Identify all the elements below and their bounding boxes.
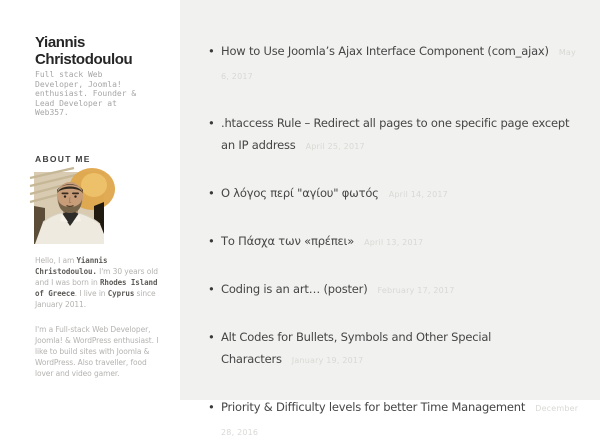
sidebar [0, 0, 180, 400]
bio-highlight: Cyprus [107, 288, 135, 298]
post-list [208, 40, 583, 444]
post-item [208, 278, 583, 302]
post-item [208, 182, 583, 206]
bio-text: . I live in [74, 288, 108, 298]
bio-text: Hello, I am [35, 255, 77, 265]
post-date: January 19, 2017 [291, 356, 364, 365]
post-date: April 25, 2017 [305, 142, 365, 151]
site-tagline: Full stack Web Developer, Joomla! enthusiast. Founder & Lead Developer at Web357. [35, 70, 137, 118]
post-list-panel [180, 0, 600, 437]
about-me-heading: ABOUT ME [35, 153, 91, 164]
bio-text: I'm 30 years old and I was born in [35, 266, 158, 287]
post-date: May 6, 2017 [221, 48, 576, 81]
post-link[interactable]: Alt Codes for Bullets, Symbols and Other Special Characters [221, 330, 492, 366]
bio-text: since January 2011. [35, 288, 156, 309]
site-title-link[interactable]: Yiannis Christodoulou [35, 34, 133, 68]
post-item [208, 40, 583, 88]
post-item [208, 230, 583, 254]
bio-paragraph-2: I'm a Full-stack Web Developer, Joomla! & WordPress enthusiast. I like to build sites with Joomla & WordPress. Also traveller, food lover and video gamer. [35, 324, 159, 378]
bio-highlight: Yiannis Christodoulou. [35, 255, 108, 276]
post-date: February 17, 2017 [377, 286, 455, 295]
post-link[interactable]: Το Πάσχα των «πρέπει» [221, 234, 355, 248]
profile-photo [34, 172, 104, 244]
profile-photo-illustration [34, 172, 104, 244]
post-date: December 28, 2016 [221, 404, 579, 437]
post-link[interactable]: .htaccess Rule – Redirect all pages to one specific page except an IP address [221, 116, 570, 152]
post-date: April 13, 2017 [364, 238, 424, 247]
bio-highlight: Rhodes Island of Greece [35, 277, 158, 298]
post-link[interactable]: Coding is an art… (poster) [221, 282, 368, 296]
post-link[interactable]: How to Use Joomla’s Ajax Interface Component (com_ajax) [221, 44, 549, 58]
post-link[interactable]: Ο λόγος περί "αγίου" φωτός [221, 186, 379, 200]
post-date: April 14, 2017 [388, 190, 448, 199]
post-item [208, 112, 583, 158]
bio-paragraph-1 [35, 255, 167, 310]
post-item [208, 396, 583, 444]
post-item [208, 326, 583, 372]
post-link[interactable]: Priority & Difficulty levels for better Time Management [221, 400, 526, 414]
